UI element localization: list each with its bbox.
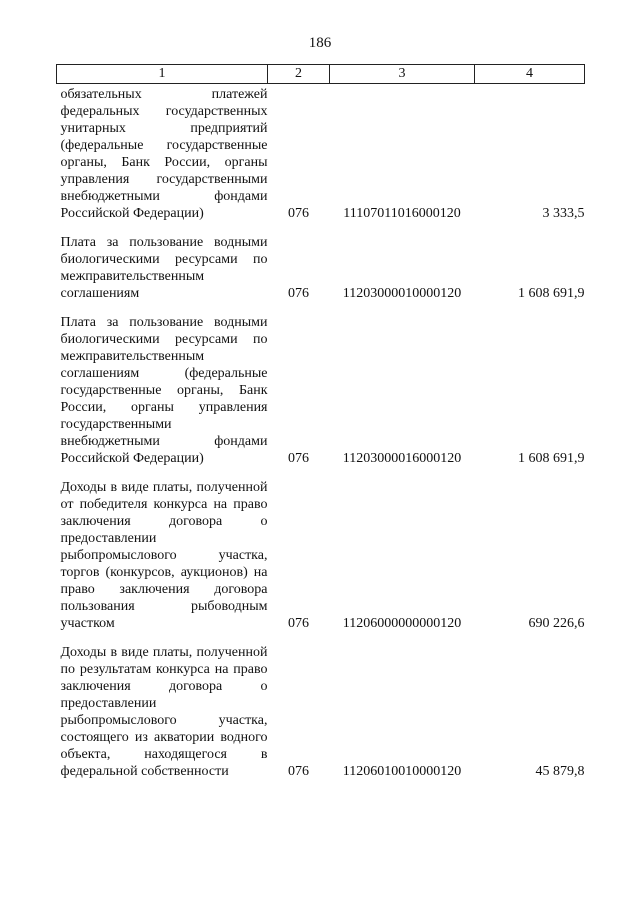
row-admin-code: 076 — [288, 206, 309, 221]
row-name: Плата за пользование водными биологическими ресурсами по межправительственным соглашениям (федеральные государственные органы, Банк России, органы управления государственными внебюджетными фондами Российской Федерации) — [60, 315, 268, 466]
row-budget-code: 11206010010000120 — [342, 764, 462, 779]
column-header-3: 3 — [330, 65, 475, 84]
row-amount: 1 608 691,9 — [518, 451, 585, 466]
column-header-4: 4 — [475, 65, 585, 84]
table-row — [57, 226, 585, 306]
row-admin-code: 076 — [288, 286, 309, 301]
column-header-1: 1 — [57, 65, 268, 84]
page-number: 186 — [308, 35, 332, 51]
revenue-table — [56, 64, 585, 784]
table-header-row — [57, 65, 585, 84]
row-name: Доходы в виде платы, полученной от победителя конкурса на право заключения договора о предоставлении рыбопромыслового участка, торгов (конкурсов, аукционов) на право заключения договора пользования рыбоводным участком — [60, 480, 268, 631]
row-amount: 1 608 691,9 — [518, 286, 585, 301]
row-budget-code: 11206000000000120 — [342, 616, 462, 631]
row-name: Плата за пользование водными биологическими ресурсами по межправительственным соглашениям — [60, 235, 268, 301]
row-admin-code: 076 — [288, 616, 309, 631]
column-header-2: 2 — [268, 65, 330, 84]
row-name: Доходы в виде платы, полученной по результатам конкурса на право заключения договора о предоставлении рыбопромыслового участка, состоящего из акватории водного объекта, находящегося в федеральной собственности — [60, 645, 268, 779]
table-row — [57, 306, 585, 471]
table-row — [57, 471, 585, 636]
row-admin-code: 076 — [288, 451, 309, 466]
table-row — [57, 636, 585, 784]
row-name: обязательных платежей федеральных государственных унитарных предприятий (федеральные государственные органы, Банк России, органы управления государственными внебюджетными фондами Российской Федерации) — [60, 87, 268, 221]
row-amount: 3 333,5 — [542, 206, 585, 221]
table-row — [57, 84, 585, 227]
row-budget-code: 11203000016000120 — [342, 451, 462, 466]
row-budget-code: 11203000010000120 — [342, 286, 462, 301]
row-budget-code: 11107011016000120 — [343, 206, 461, 221]
row-amount: 690 226,6 — [528, 616, 585, 631]
row-amount: 45 879,8 — [535, 764, 585, 779]
row-admin-code: 076 — [288, 764, 309, 779]
